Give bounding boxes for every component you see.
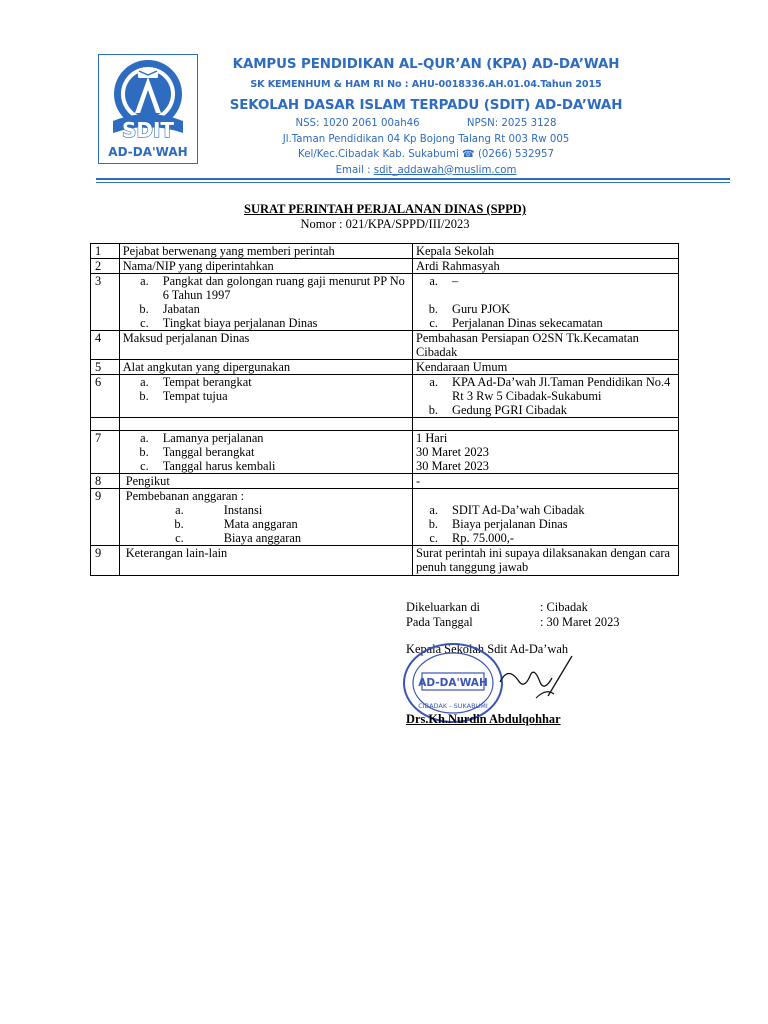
date-value: : 30 Maret 2023 xyxy=(540,615,620,629)
school-logo-icon xyxy=(99,55,197,163)
signer-name: Drs.Kh.Nurdin Abdulqohhar xyxy=(406,712,561,726)
list-text: Tempat berangkat xyxy=(162,375,252,389)
table-row xyxy=(91,375,679,418)
table-row xyxy=(91,360,679,375)
list-text: 30 Maret 2023 xyxy=(416,445,489,459)
row-label xyxy=(119,546,412,576)
row-label xyxy=(119,489,412,546)
npsn-text: NPSN: 2025 3128 xyxy=(466,118,557,129)
list-text: Perjalanan Dinas sekecamatan xyxy=(452,316,603,330)
row-label: Nama/NIP yang diperintahkan xyxy=(119,259,412,274)
row-value xyxy=(413,375,679,418)
list-text: 1 Hari xyxy=(416,431,448,445)
row-label: Pejabat berwenang yang memberi perintah xyxy=(119,244,412,259)
row-label-text: Keterangan lain-lain xyxy=(125,546,228,560)
row-value: Kepala Sekolah xyxy=(413,244,679,259)
list-marker: a. xyxy=(429,503,439,517)
row-number: 7 xyxy=(91,431,120,474)
logo-text-bottom: AD-DA'WAH xyxy=(108,145,188,159)
issued-value: : Cibadak xyxy=(540,600,588,614)
sppd-table xyxy=(90,243,679,576)
list-item xyxy=(416,403,675,417)
document-title: SURAT PERINTAH PERJALANAN DINAS (SPPD) xyxy=(244,202,526,216)
document-number: Nomor : 021/KPA/SPPD/III/2023 xyxy=(300,217,470,231)
list-item xyxy=(123,431,409,445)
letterhead-rule-thin xyxy=(96,182,730,183)
list-item xyxy=(416,503,675,517)
list-marker: a. xyxy=(175,503,184,517)
list-text: Instansi xyxy=(223,503,263,517)
row-label xyxy=(119,274,412,331)
row-label xyxy=(119,474,412,489)
date-label: Pada Tanggal xyxy=(406,615,473,629)
table-row xyxy=(91,489,679,546)
list-text: Gedung PGRI Cibadak xyxy=(452,403,567,417)
school-logo xyxy=(98,54,198,164)
table-row xyxy=(91,259,679,274)
stamp-text: AD-DA'WAH xyxy=(418,677,488,689)
list-item xyxy=(123,389,409,403)
list-text: SDIT Ad-Da’wah Cibadak xyxy=(452,503,585,517)
list-marker: b. xyxy=(139,302,149,316)
list-item xyxy=(416,274,675,288)
list-item xyxy=(123,302,409,316)
list-marker: a. xyxy=(429,375,439,389)
list-marker: c. xyxy=(429,531,439,545)
list-item xyxy=(416,375,675,403)
list-item xyxy=(416,517,675,531)
row-number: 3 xyxy=(91,274,120,331)
email-link[interactable]: sdit_addawah@muslim.com xyxy=(373,164,517,176)
row-value: Ardi Rahmasyah xyxy=(413,259,679,274)
letterhead-email-line xyxy=(206,163,646,179)
issued-label: Dikeluarkan di xyxy=(406,600,480,614)
list-item xyxy=(123,274,409,302)
row-value: - xyxy=(413,474,679,489)
row-label xyxy=(119,375,412,418)
list-text: Tingkat biaya perjalanan Dinas xyxy=(162,316,318,330)
list-marker: b. xyxy=(428,403,439,417)
row-value: Kendaraan Umum xyxy=(413,360,679,375)
row-number: 9 xyxy=(91,489,120,546)
table-row xyxy=(91,274,679,331)
table-row-empty xyxy=(91,418,679,431)
letterhead-legal-number: SK KEMENHUM & HAM RI No : AHU-0018336.AH.01.04.Tahun 2015 xyxy=(250,79,602,90)
list-marker: a. xyxy=(429,274,439,288)
row-label: Maksud perjalanan Dinas xyxy=(119,331,412,360)
row-value xyxy=(413,274,679,331)
list-marker: b. xyxy=(174,517,184,531)
list-text: Jabatan xyxy=(162,302,200,316)
row-label-text: Pengikut xyxy=(125,474,170,488)
list-item xyxy=(416,302,675,316)
letterhead-rule-thick xyxy=(96,178,730,180)
stamp-bottom-text: CIBADAK - SUKABUMI xyxy=(418,702,488,710)
list-item xyxy=(126,531,409,545)
letterhead-address-line1: Jl.Taman Pendidikan 04 Kp Bojong Talang Rt 003 Rw 005 xyxy=(282,133,570,145)
list-marker: a. xyxy=(140,431,149,445)
list-marker: b. xyxy=(139,445,149,459)
row-value xyxy=(413,489,679,546)
row-label xyxy=(119,431,412,474)
list-heading: Pembebanan anggaran : xyxy=(125,489,245,503)
list-text: KPA Ad-Da’wah Jl.Taman Pendidikan No.4 Rt 3 Rw 5 Cibadak-Sukabumi xyxy=(452,375,671,403)
list-marker: b. xyxy=(139,389,149,403)
row-value: Surat perintah ini supaya dilaksanakan dengan cara penuh tanggung jawab xyxy=(413,546,679,576)
list-item xyxy=(123,375,409,389)
row-value: Pembahasan Persiapan O2SN Tk.Kecamatan Cibadak xyxy=(413,331,679,360)
list-text: Guru PJOK xyxy=(452,302,511,316)
logo-text-top: SDIT xyxy=(121,118,175,142)
letterhead-school-ids xyxy=(206,116,646,132)
list-text: Tempat tujua xyxy=(162,389,228,403)
signer-position: Kepala Sekolah Sdit Ad-Da’wah xyxy=(406,642,569,656)
row-number: 2 xyxy=(91,259,120,274)
nss-text: NSS: 1020 2061 00ah46 xyxy=(295,118,420,129)
row-number: 4 xyxy=(91,331,120,360)
table-row xyxy=(91,431,679,474)
list-text: 30 Maret 2023 xyxy=(416,459,489,473)
letterhead-address-line2: Kel/Kec.Cibadak Kab. Sukabumi ☎ (0266) 532957 xyxy=(298,149,554,160)
list-marker: a. xyxy=(140,375,149,389)
list-text: Pangkat dan golongan ruang gaji menurut PP No 6 Tahun 1997 xyxy=(162,274,405,302)
list-item xyxy=(416,531,675,545)
list-text: Biaya perjalanan Dinas xyxy=(452,517,568,531)
letterhead-institution: KAMPUS PENDIDIKAN AL-QUR’AN (KPA) AD-DA’WAH xyxy=(232,57,620,72)
letterhead xyxy=(206,55,646,178)
list-item xyxy=(123,445,409,459)
row-number: 8 xyxy=(91,474,120,489)
list-marker: a. xyxy=(140,274,149,288)
list-item xyxy=(123,316,409,330)
list-marker: b. xyxy=(428,517,439,531)
row-number: 1 xyxy=(91,244,120,259)
list-marker: c. xyxy=(140,316,149,330)
list-text: Biaya anggaran xyxy=(223,531,302,545)
table-row xyxy=(91,546,679,576)
list-text: – xyxy=(452,274,459,288)
list-marker: c. xyxy=(140,459,149,473)
list-text: Mata anggaran xyxy=(223,517,298,531)
list-text: Rp. 75.000,- xyxy=(452,531,514,545)
list-marker: c. xyxy=(429,316,439,330)
table-row xyxy=(91,244,679,259)
row-number: 6 xyxy=(91,375,120,418)
list-text: Tanggal berangkat xyxy=(162,445,255,459)
letterhead-school-name: SEKOLAH DASAR ISLAM TERPADU (SDIT) AD-DA’WAH xyxy=(229,98,623,113)
list-item xyxy=(123,459,409,473)
list-marker: c. xyxy=(175,531,184,545)
row-value xyxy=(413,431,679,474)
row-number: 5 xyxy=(91,360,120,375)
list-marker: b. xyxy=(428,302,439,316)
list-item xyxy=(416,316,675,330)
email-label: Email : xyxy=(335,164,374,176)
table-row xyxy=(91,474,679,489)
list-item xyxy=(126,517,409,531)
row-label: Alat angkutan yang dipergunakan xyxy=(119,360,412,375)
row-number: 9 xyxy=(91,546,120,576)
list-item xyxy=(126,503,409,517)
list-text: Tanggal harus kembali xyxy=(162,459,276,473)
table-row xyxy=(91,331,679,360)
list-text: Lamanya perjalanan xyxy=(162,431,264,445)
handwritten-signature-icon xyxy=(496,652,576,708)
issued-place-row xyxy=(406,600,620,630)
